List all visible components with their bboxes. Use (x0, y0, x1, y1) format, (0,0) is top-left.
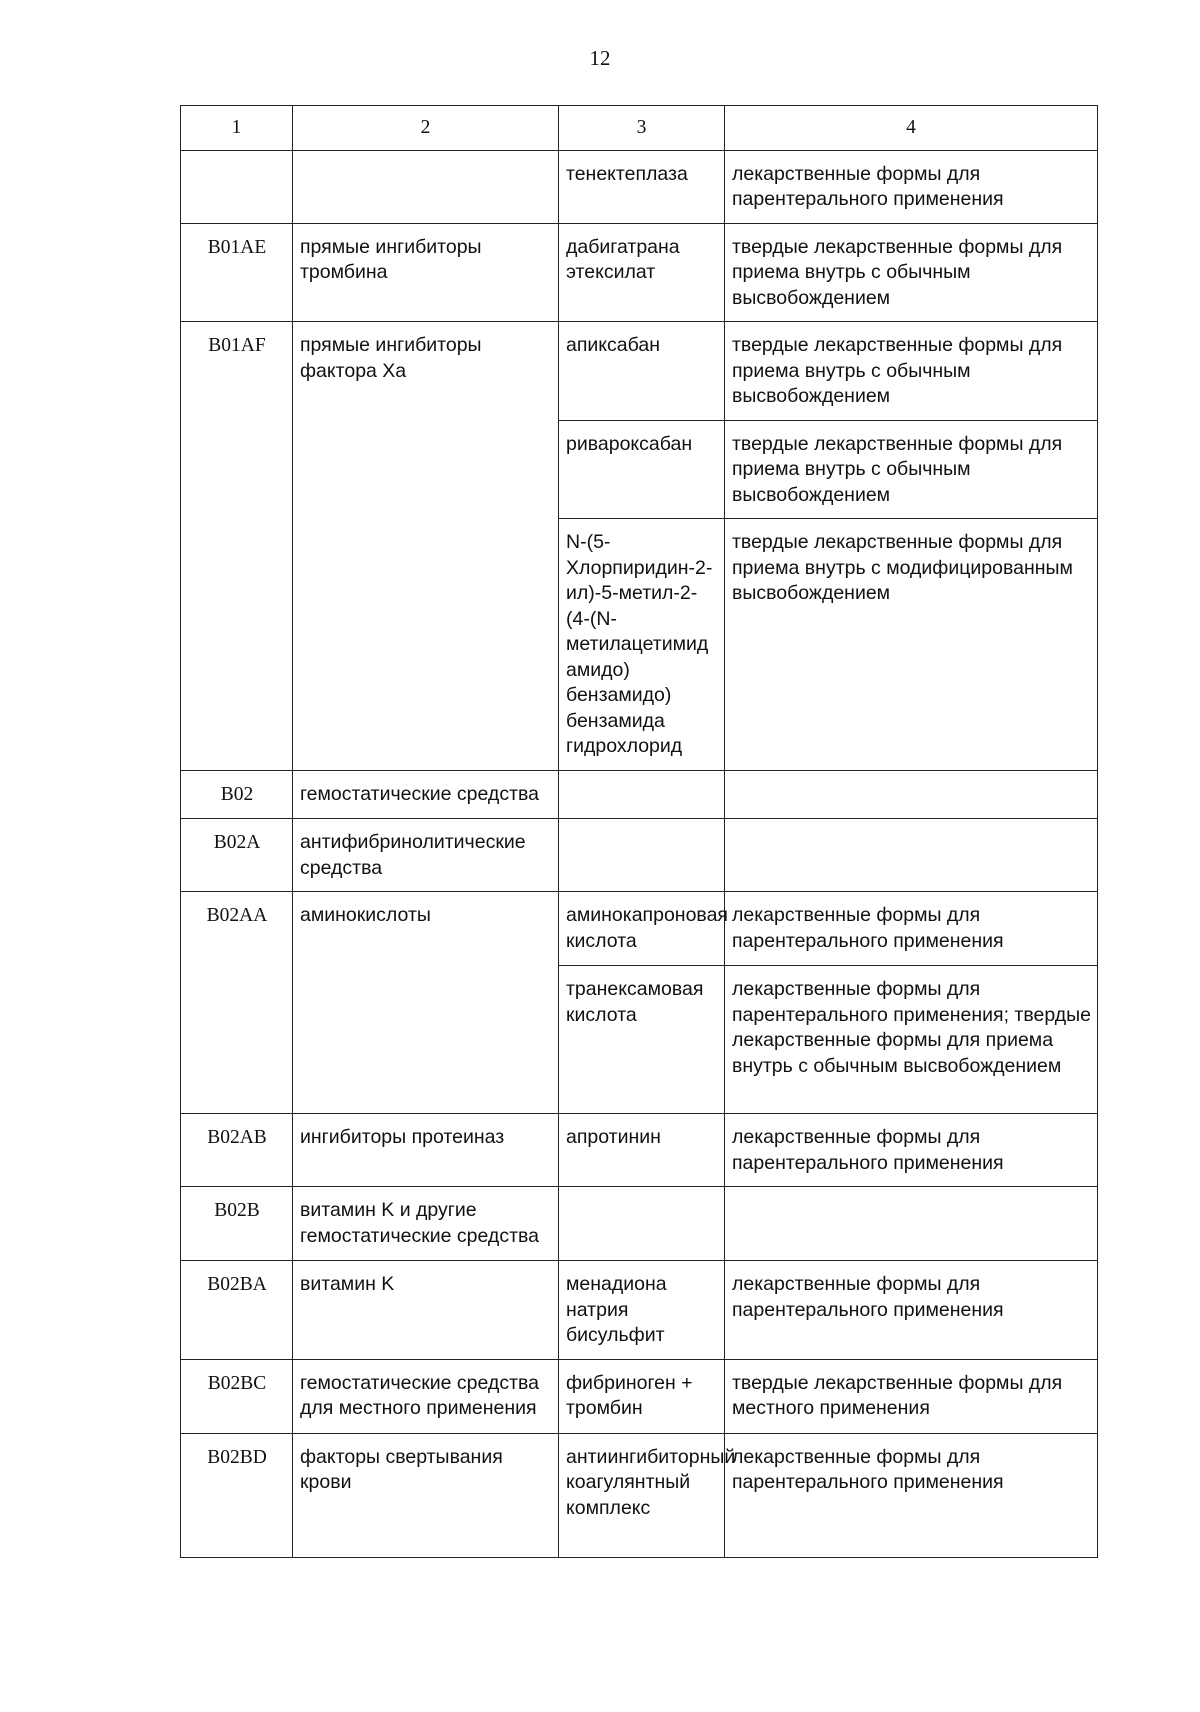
table-row (181, 1433, 1098, 1557)
dosage-form-cell: твердые лекарственные формы для приема внутрь с обычным высвобождением (725, 223, 1098, 322)
group-name-cell: гемостатические средства (293, 771, 559, 819)
dosage-form-cell: лекарственные формы для парентерального применения (725, 150, 1098, 223)
table-row (181, 892, 1098, 966)
group-name-cell: прямые ингибиторы фактора Xa (293, 322, 559, 771)
table-row (181, 150, 1098, 223)
page-number: 12 (589, 46, 611, 70)
group-name-cell: антифибринолитические средства (293, 819, 559, 892)
atc-code-cell: B02AA (181, 892, 293, 1114)
dosage-form-cell: лекарственные формы для парентерального применения; твердые лекарственные формы для приема внутрь с обычным высвобождением (725, 966, 1098, 1114)
dosage-form-cell (725, 819, 1098, 892)
inn-cell: тенектеплаза (559, 150, 725, 223)
table-row (181, 1114, 1098, 1187)
inn-cell: апротинин (559, 1114, 725, 1187)
column-header: 2 (293, 106, 559, 151)
atc-code-cell: B02A (181, 819, 293, 892)
inn-cell: менадиона натрия бисульфит (559, 1261, 725, 1360)
atc-code-cell: B02BA (181, 1261, 293, 1360)
drug-list-table (180, 105, 1098, 1558)
group-name-cell: витамин K и другие гемостатические средства (293, 1187, 559, 1261)
group-name-cell: прямые ингибиторы тромбина (293, 223, 559, 322)
inn-cell: фибриноген + тромбин (559, 1359, 725, 1433)
atc-code-cell: B02B (181, 1187, 293, 1261)
column-header: 3 (559, 106, 725, 151)
group-name-cell: аминокислоты (293, 892, 559, 1114)
dosage-form-cell: твердые лекарственные формы для местного применения (725, 1359, 1098, 1433)
group-name-cell: ингибиторы протеиназ (293, 1114, 559, 1187)
group-name-cell (293, 150, 559, 223)
group-name-cell: факторы свертывания крови (293, 1433, 559, 1557)
inn-cell (559, 819, 725, 892)
dosage-form-cell: лекарственные формы для парентерального применения (725, 892, 1098, 966)
group-name-cell: гемостатические средства для местного применения (293, 1359, 559, 1433)
table-row (181, 223, 1098, 322)
table-row (181, 771, 1098, 819)
inn-cell: транексамовая кислота (559, 966, 725, 1114)
group-name-cell: витамин K (293, 1261, 559, 1360)
inn-cell: антиингибиторный коагулянтный комплекс (559, 1433, 725, 1557)
dosage-form-cell: твердые лекарственные формы для приема внутрь с модифицированным высвобождением (725, 519, 1098, 771)
inn-cell: аминокапроновая кислота (559, 892, 725, 966)
column-header: 1 (181, 106, 293, 151)
inn-cell: апиксабан (559, 322, 725, 421)
table-row (181, 1359, 1098, 1433)
table-row (181, 1187, 1098, 1261)
atc-code-cell (181, 150, 293, 223)
atc-code-cell: B01AF (181, 322, 293, 771)
inn-cell: ривароксабан (559, 420, 725, 519)
column-header: 4 (725, 106, 1098, 151)
dosage-form-cell: твердые лекарственные формы для приема внутрь с обычным высвобождением (725, 420, 1098, 519)
table-header-row (181, 106, 1098, 151)
atc-code-cell: B02AB (181, 1114, 293, 1187)
table-row (181, 322, 1098, 421)
inn-cell: N-(5-Хлорпиридин-2-ил)-5-метил-2-(4-(N-метилацетимидамидо) бензамидо) бензамида гидрохлорид (559, 519, 725, 771)
dosage-form-cell: лекарственные формы для парентерального применения (725, 1114, 1098, 1187)
table-row (181, 819, 1098, 892)
dosage-form-cell: твердые лекарственные формы для приема внутрь с обычным высвобождением (725, 322, 1098, 421)
table-row (181, 1261, 1098, 1360)
inn-cell (559, 771, 725, 819)
atc-code-cell: B02BD (181, 1433, 293, 1557)
inn-cell (559, 1187, 725, 1261)
dosage-form-cell (725, 771, 1098, 819)
atc-code-cell: B02BC (181, 1359, 293, 1433)
inn-cell: дабигатрана этексилат (559, 223, 725, 322)
dosage-form-cell (725, 1187, 1098, 1261)
atc-code-cell: B01AE (181, 223, 293, 322)
dosage-form-cell: лекарственные формы для парентерального применения (725, 1433, 1098, 1557)
atc-code-cell: B02 (181, 771, 293, 819)
dosage-form-cell: лекарственные формы для парентерального применения (725, 1261, 1098, 1360)
